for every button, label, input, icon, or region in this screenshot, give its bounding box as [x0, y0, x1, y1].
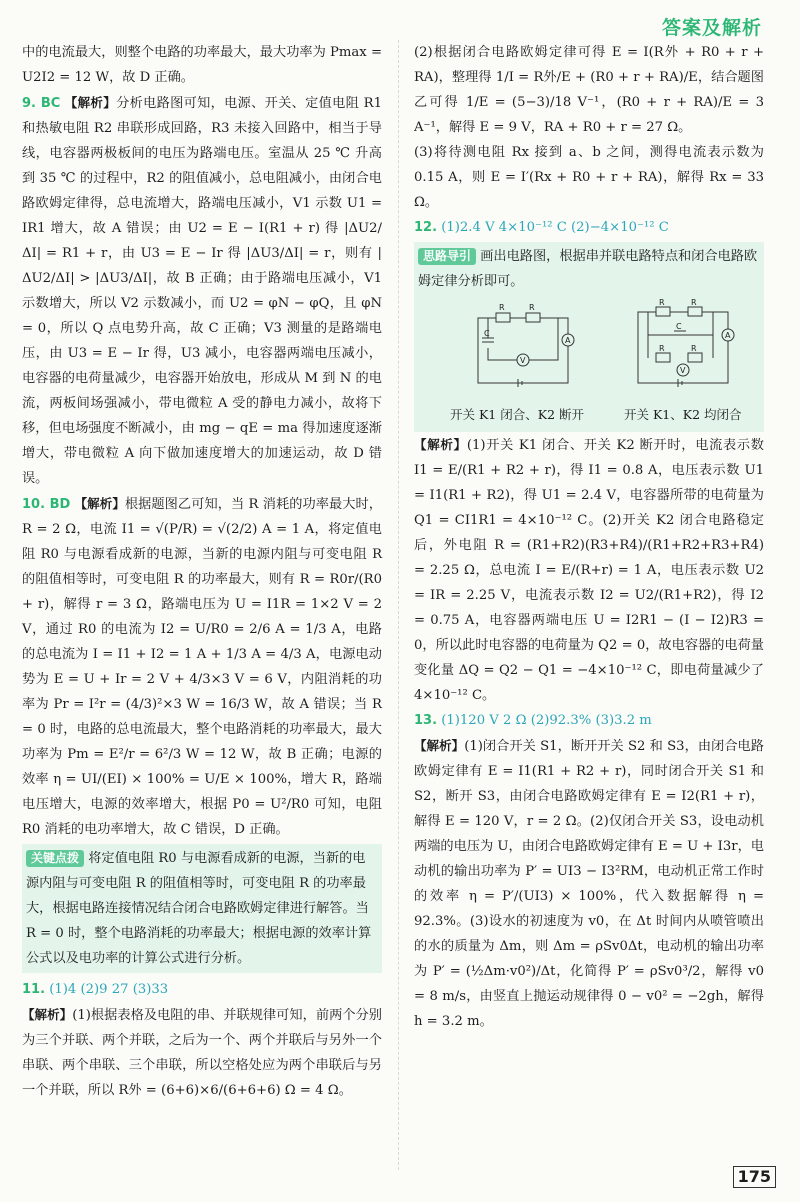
left-column — [22, 40, 382, 1103]
q9-analysis-tag: 【解析】 — [64, 95, 117, 110]
key-tip-text: 将定值电阻 R0 与电源看成新的电源，当新的电源内阻与可变电阻 R 的阻值相等时，可变电阻 R 的功率最大，根据电路连接情况结合闭合电路欧姆定律进行解答。当 R = 0 时，整个电路消耗的功率最大；根据电源的效率计算公式以及电功率的计算公式进行分析。 — [26, 851, 372, 966]
column-divider — [398, 40, 399, 1170]
q12-analysis — [414, 432, 764, 708]
figure-caption-1: 开关 K1 闭合、K2 断开 — [450, 407, 585, 422]
svg-text:A: A — [565, 336, 571, 345]
q12-answer: (1)2.4 V 4×10⁻¹² C (2)−4×10⁻¹² C — [441, 220, 669, 235]
q13-header — [414, 708, 764, 733]
q9-block — [22, 90, 382, 491]
q11-answer: (1)4 (2)9 27 (3)33 — [49, 982, 169, 997]
q9-number: 9. BC — [22, 96, 61, 111]
q11-part2: (2)根据闭合电路欧姆定律可得 E = I(R外 + R0 + r + RA)，整理得 1/I = R外/E + (R0 + r + RA)/E，结合题图乙可得 1/E = (5−3)/18 V⁻¹，(R0 + r + RA)/E = 3 A⁻¹，解得 E = 9 V，RA + R0 + r = 27 Ω。 — [414, 45, 764, 135]
svg-text:V: V — [520, 356, 526, 365]
q12-number: 12. — [414, 220, 438, 235]
circuit-diagrams — [418, 298, 758, 402]
svg-text:R: R — [659, 344, 665, 353]
key-tip-badge: 关键点拨 — [26, 850, 84, 867]
svg-text:C: C — [676, 322, 682, 331]
q11-block — [22, 977, 382, 1002]
q10-block — [22, 491, 382, 842]
q13-analysis — [414, 733, 764, 1034]
q11-number: 11. — [22, 982, 46, 997]
q13-analysis-tag: 【解析】 — [414, 738, 465, 753]
q12-analysis-tag: 【解析】 — [414, 437, 467, 452]
svg-text:C: C — [484, 329, 490, 338]
svg-text:A: A — [725, 331, 731, 340]
right-column — [414, 40, 764, 1034]
figure-caption-2: 开关 K1、K2 均闭合 — [624, 407, 742, 422]
q13-text: (1)闭合开关 S1，断开开关 S2 和 S3，由闭合电路欧姆定律有 E = I1(R1 + R2 + r)，同时闭合开关 S1 和 S2，断开 S3，由闭合电路欧姆定律有 E = I2(R1 + r)，解得 E = 120 V，r = 2 Ω。(2)仅闭合开关 S3，设电动机两端的电压为 U，由闭合电路欧姆定律有 E = U + I3r，电动机的输出功率为 P′ = UI3 − I3²RM，电动机正常工作时的效率 η = P′/(UI3) × 100%，代入数据解得 η = 92.3%。(3)设水的初速度为 v0，在 Δt 时间内从喷管喷出的水的质量为 Δm，则 Δm = ρSv0Δt，电动机的输出功率为 P′ = (½Δm·v0²)/Δt，化简得 P′ = ρSv0³/2，解得 v0 = 8 m/s，由竖直上抛运动规律得 0 − v0² = −2gh，解得 h = 3.2 m。 — [414, 739, 764, 1029]
q11-analysis — [22, 1002, 382, 1103]
q11-part3: (3)将待测电阻 Rx 接到 a、b 之间，测得电流表示数为 0.15 A，则 E = I′(Rx + R0 + r + RA)，解得 Rx = 33 Ω。 — [414, 145, 764, 210]
thinking-guide-text: 画出电路图，根据串并联电路特点和闭合电路欧姆定律分析即可。 — [418, 249, 758, 289]
q10-analysis-tag: 【解析】 — [74, 496, 125, 511]
q12-text: (1)开关 K1 闭合、开关 K2 断开时，电流表示数 I1 = E/(R1 + R2 + r)，得 I1 = 0.8 A，电压表示数 U1 = I1(R1 + R2)，得 U1 = 2.4 V，电容器所带的电荷量为 Q1 = CI1R1 = 4×10⁻¹² C。(2)开关 K2 闭合电路稳定后，外电阻 R = (R1+R2)(R3+R4)/(R1+R2+R3+R4) = 2.25 Ω，总电流 I = E/(R+r) = 1 A，电压表示数 U2 = IR = 2.25 V，电流表示数 I2 = U2/(R1+R2)，得 I2 = 0.75 A，电容器两端电压 U = I2R1 − (I − I2)R3 = 0，所以此时电容器的电荷量为 Q2 = 0，故电容器的电荷量变化量 ΔQ = Q2 − Q1 = −4×10⁻¹² C，即电荷量减少了 4×10⁻¹² C。 — [414, 438, 764, 703]
continuation-text: 中的电流最大，则整个电路的功率最大，最大功率为 Pmax = U2I2 = 12 W，故 D 正确。 — [22, 45, 382, 85]
thinking-guide-box — [414, 242, 764, 432]
svg-text:R: R — [691, 344, 697, 353]
circuit-figure — [418, 298, 760, 426]
svg-text:R: R — [691, 298, 697, 307]
q11-text: (1)根据表格及电阻的串、并联规律可知，前两个分别为三个并联、两个并联，之后为一个、两个并联后与另外一个串联、两个串联、三个串联，所以空格处应为两个串联后与另一个并联，所以 R外 = (6+6)×6/(6+6+6) Ω = 4 Ω。 — [22, 1008, 382, 1098]
thinking-guide-badge: 思路导引 — [418, 248, 476, 265]
svg-text:R: R — [499, 303, 505, 312]
key-tip-box — [22, 844, 382, 973]
q13-number: 13. — [414, 713, 438, 728]
section-header: 答案及解析 — [661, 17, 762, 39]
svg-text:V: V — [680, 366, 686, 375]
q9-text: 分析电路图可知，电源、开关、定值电阻 R1 和热敏电阻 R2 串联形成回路，R3 未接入回路中，相当于导线，电容器两极板间的电压为路端电压。室温从 25 ℃ 升高到 35 ℃ 的过程中，R2 的阻值减小，总电阻减小，由闭合电路欧姆定律得，总电流增大，路端电压减小，V1 示数 U1 = IR1 增大，故 A 错误；由 U2 = E − I(R1 + r) 得 |ΔU2/ΔI| = R1 + r，由 U3 = E − Ir 得 |ΔU3/ΔI| = r，则有 |ΔU2/ΔI| > |ΔU3/ΔI|，故 B 正确；由于路端电压减小，V1 示数增大，所以 V2 示数减小，而 U2 = φN − φQ，且 φN = 0，所以 Q 点电势升高，故 C 正确；V3 测量的是路端电压，由 U3 = E − Ir 得，U3 减小，电容器两端电压减小，电容器的电荷量减少，电容器开始放电，形成从 M 到 N 的电流，两板间场强减小，带电微粒 A 受的静电力减小，故将下移，但电场强度不断减小，由 mg − qE = ma 得加速度逐渐增大，带电微粒 A 向下做加速度增大的加速运动，故 D 错误。 — [22, 96, 382, 486]
q11-analysis-tag: 【解析】 — [22, 1007, 73, 1022]
q12-header — [414, 215, 764, 240]
q10-text: 根据题图乙可知，当 R 消耗的功率最大时，R = 2 Ω，电流 I1 = √(P/R) = √(2/2) A = 1 A，将定值电阻 R0 与电源看成新的电源，当新的电源内阻与可变电阻 R 的阻值相等时，可变电阻 R 的功率最大，则有 R = R0r/(R0 + r)，解得 r = 3 Ω，路端电压为 U = I1R = 1×2 V = 2 V，通过 R0 的电流为 I2 = U/R0 = 2/6 A = 1/3 A，电路的总电流为 I = I1 + I2 = 1 A + 1/3 A = 4/3 A，电源电动势为 E = U + Ir = 2 V + 4/3×3 V = 6 V，内阻消耗的功率为 Pr = I²r = (4/3)²×3 W = 16/3 W，故 A 错误；当 R = 0 时，电路的总电流最大，整个电路消耗的功率最大，最大功率为 Pm = E²/r = 6²/3 W = 12 W，故 B 正确；电源的效率 η = UI/(EI) × 100% = U/E × 100%，增大 R，路端电压增大，电源的效率增大，根据 P0 = U²/R0 可知，电阻 R0 消耗的电功率增大，故 C 错误，D 正确。 — [22, 497, 382, 837]
q13-answer: (1)120 V 2 Ω (2)92.3% (3)3.2 m — [441, 713, 652, 728]
svg-text:R: R — [529, 303, 535, 312]
q10-number: 10. BD — [22, 497, 71, 512]
page-number: 175 — [733, 1166, 776, 1188]
svg-text:R: R — [659, 298, 665, 307]
